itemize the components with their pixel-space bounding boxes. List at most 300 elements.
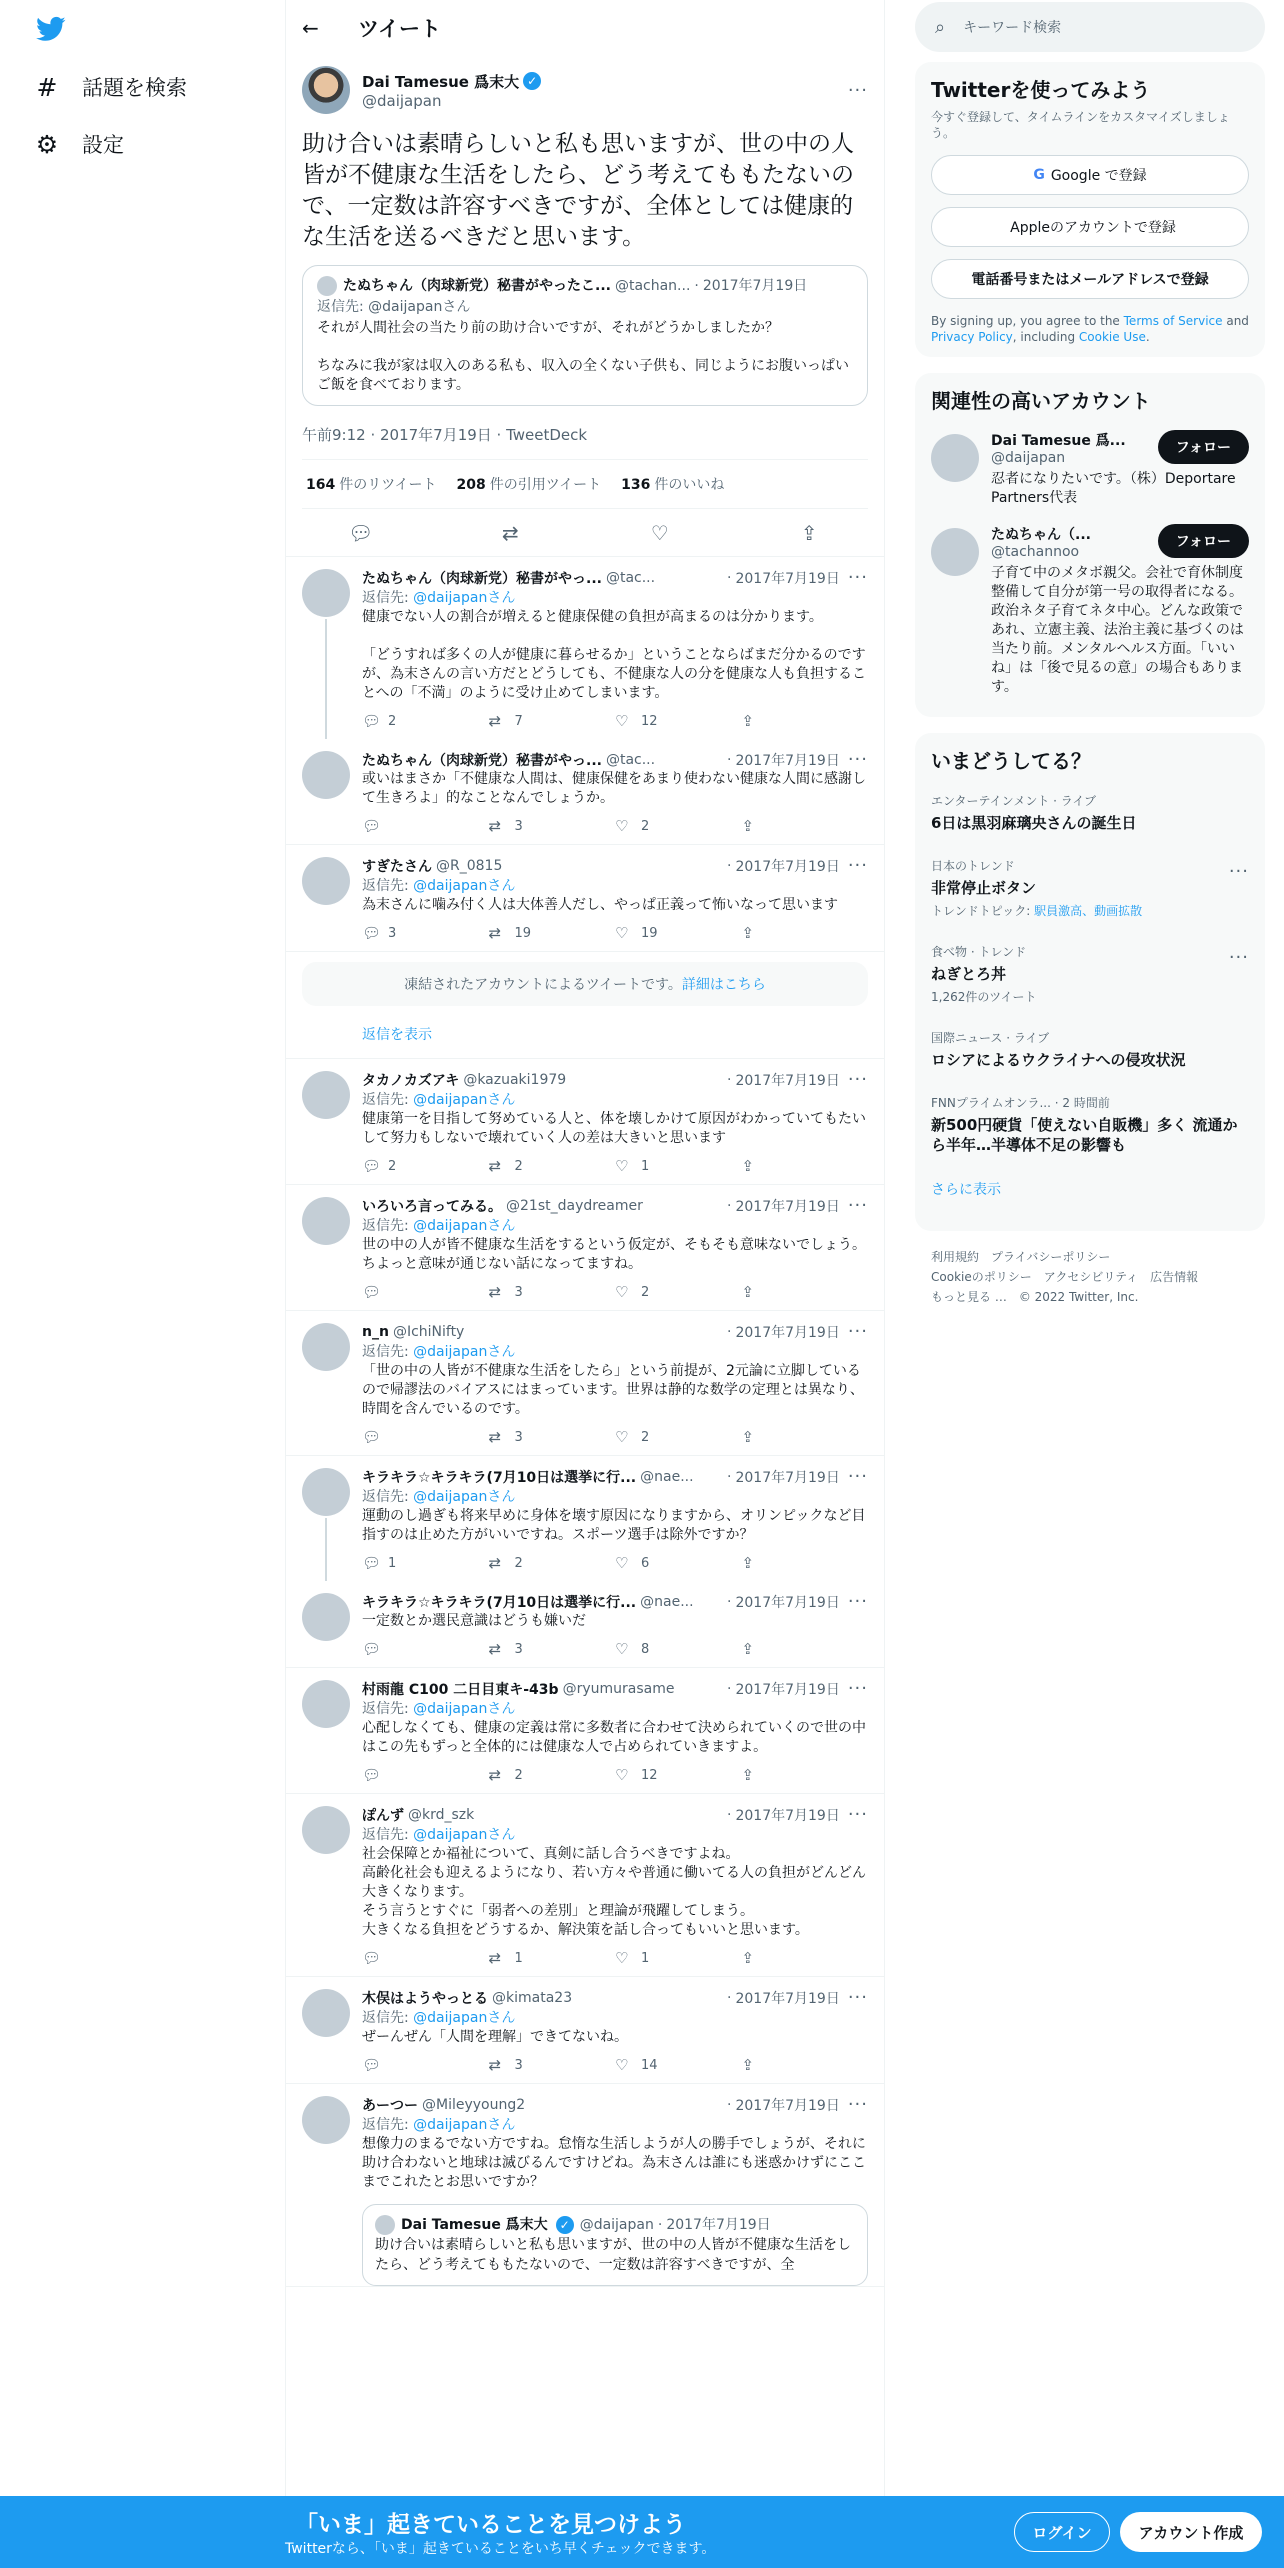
trend-sub-prefix: 1,262件のツイート — [931, 990, 1037, 1004]
trend-title[interactable]: 非常停止ボタン — [931, 879, 1037, 897]
like-icon[interactable]: ♡ — [615, 1554, 629, 1572]
more-options-icon[interactable]: ··· — [847, 1195, 868, 1216]
retweet-icon[interactable]: ⇄ — [488, 1554, 502, 1572]
reply-action-bar — [362, 703, 868, 739]
retweet-icon[interactable]: ⇄ — [488, 2056, 502, 2074]
related-account-handle[interactable]: @daijapan — [991, 450, 1066, 466]
like-count: 8 — [641, 1641, 650, 1657]
reply-action[interactable] — [362, 1949, 489, 1967]
reply-author-name[interactable]: 村雨龍 C100 二日目東キ-43b — [362, 1681, 559, 1698]
reply-action-bar — [362, 1148, 868, 1184]
retweet-action[interactable] — [489, 1283, 616, 1301]
show-more-link[interactable]: さらに表示 — [931, 1182, 1001, 1198]
share-icon[interactable]: ⇪ — [741, 1283, 755, 1301]
quote-avatar — [317, 276, 337, 296]
related-account-names — [991, 430, 1158, 466]
reply-icon[interactable]: 💬︎ — [348, 520, 374, 545]
reply-date[interactable]: 2017年7月19日 — [735, 1681, 840, 1698]
bottom-title: 「いま」起きていることを見つけよう — [295, 2512, 686, 2538]
share-action[interactable] — [742, 1640, 869, 1658]
separator: · — [694, 277, 699, 294]
related-accounts-panel — [915, 373, 1265, 717]
reply-author-name[interactable]: たぬちゃん（肉球新党）秘書がやっ... — [362, 570, 602, 587]
retweet-action[interactable] — [489, 924, 616, 942]
reply-text: 一定数とか選民意識はどうも嫌いだ — [362, 1613, 586, 1629]
trend-sub-link[interactable]: 駅員激高、動画拡散 — [1034, 904, 1143, 918]
reply-to-link[interactable]: @daijapanさん — [413, 1827, 516, 1843]
like-count[interactable]: 136 件のいいね — [621, 477, 725, 493]
retweet-count: 2 — [514, 1158, 523, 1174]
embed-avatar — [375, 2215, 395, 2235]
reply-tweet[interactable] — [286, 1456, 884, 1581]
reply-action[interactable] — [362, 1640, 489, 1658]
retweet-action[interactable] — [489, 2056, 616, 2074]
reply-count: 2 — [388, 1158, 397, 1174]
like-action[interactable] — [615, 1766, 742, 1784]
reply-text: 世の中の人が皆不健康な生活をするという仮定が、そもそも意味ないでしょう。 ちよっと意味が通じない話になってますね。 — [362, 1237, 866, 1272]
trend-item[interactable] — [931, 931, 1249, 1017]
show-replies-link[interactable]: 返信を表示 — [286, 1016, 884, 1059]
avatar[interactable] — [931, 528, 979, 576]
like-count: 1 — [641, 1158, 650, 1174]
more-options-icon[interactable]: ··· — [847, 1804, 868, 1825]
reply-date[interactable]: 2017年7月19日 — [735, 1807, 840, 1824]
retweet-action[interactable] — [489, 1640, 616, 1658]
reply-header — [362, 1321, 868, 1342]
reply-action[interactable] — [362, 1428, 489, 1446]
reply-author-handle[interactable]: @nae... — [640, 1468, 694, 1485]
footer-line-3[interactable]: もっと見る … © 2022 Twitter, Inc. — [931, 1290, 1139, 1304]
reply-author-handle[interactable]: @krd_szk — [408, 1806, 475, 1823]
avatar[interactable] — [302, 1197, 350, 1245]
like-icon[interactable]: ♡ — [615, 1766, 629, 1784]
more-options-icon[interactable]: ··· — [847, 1591, 868, 1612]
signup-button[interactable]: アカウント作成 — [1120, 2512, 1262, 2552]
share-icon[interactable]: ⇪ — [741, 1157, 755, 1175]
apple-signup-button[interactable]: Appleのアカウントで登録 — [931, 207, 1249, 247]
tweet-action-bar — [286, 509, 884, 557]
more-options-icon[interactable]: ··· — [847, 1069, 868, 1090]
thread-line — [325, 1518, 327, 1581]
retweet-count: 3 — [514, 1284, 523, 1300]
reply-date[interactable]: 2017年7月19日 — [735, 1324, 840, 1341]
reply-date[interactable]: 2017年7月19日 — [735, 1594, 840, 1611]
verified-badge-icon: ✓ — [556, 2216, 574, 2234]
reply-action-bar — [362, 1545, 868, 1581]
reply-tweet[interactable] — [286, 739, 884, 845]
login-button[interactable]: ログイン — [1014, 2512, 1110, 2552]
reply-to-link[interactable]: @daijapanさん — [413, 1218, 516, 1234]
separator: · — [727, 2096, 732, 2113]
reply-to-line — [362, 588, 868, 608]
avatar[interactable] — [302, 1989, 350, 2037]
separator: · — [727, 1197, 732, 1214]
trend-category: FNNプライムオンラ... · 2 時間前 — [931, 1096, 1110, 1110]
reply-date[interactable]: 2017年7月19日 — [735, 752, 840, 769]
like-action[interactable] — [615, 924, 742, 942]
embed-author-name: Dai Tamesue 爲末大 — [401, 2217, 548, 2233]
footer-line-1[interactable]: 利用規約 プライバシーポリシー — [931, 1250, 1111, 1264]
more-options-icon[interactable]: ··· — [847, 1678, 868, 1699]
reply-text: 社会保障とか福祉について、真剣に話し合うべきですよね。 高齢化社会も迎えるようになり、若い方々や普通に働いてる人の負担がどんどん大きくなります。 そう言うとすぐに「弱者への差別」と理論が飛躍してしまう。 大きくなる負担をどうするか、解決策を話し合ってもいいと思います。 — [362, 1846, 866, 1938]
main-header — [286, 0, 884, 55]
tweet-meta: 午前9:12 · 2017年7月19日 · TweetDeck — [302, 424, 868, 460]
reply-to-link[interactable]: @daijapanさん — [413, 1344, 516, 1360]
like-icon[interactable]: ♡ — [615, 2056, 629, 2074]
retweet-icon[interactable]: ⇄ — [501, 520, 519, 545]
reply-to-prefix: 返信先: — [362, 878, 414, 894]
reply-icon[interactable]: 💬︎ — [362, 1428, 382, 1446]
retweet-icon[interactable]: ⇄ — [488, 1428, 502, 1446]
reply-author-name[interactable]: ぽんず — [362, 1807, 404, 1824]
avatar[interactable] — [302, 751, 350, 799]
reply-author-handle[interactable]: @kazuaki1979 — [463, 1071, 567, 1088]
reply-to-line — [362, 2008, 868, 2028]
reply-to-link[interactable]: @daijapanさん — [413, 1489, 516, 1505]
follow-button[interactable]: フォロー — [1158, 430, 1249, 464]
retweet-action[interactable] — [489, 1766, 616, 1784]
reply-header — [362, 1195, 868, 1216]
share-icon[interactable]: ⇪ — [741, 2056, 755, 2074]
reply-tweet[interactable] — [286, 1977, 884, 2084]
reply-author-handle[interactable]: @tac... — [605, 569, 656, 586]
reply-text: 想像力のまるでない方ですね。怠惰な生活しようが人の勝手でしょうが、それに助け合わないと地球は滅びるんですけどね。為末さんは誰にも迷惑かけずにここまでこれたとお思いですか？ — [362, 2136, 866, 2190]
reply-author-name[interactable]: タカノカズアキ — [362, 1072, 460, 1089]
more-options-icon[interactable]: ··· — [847, 1466, 868, 1487]
related-account-name[interactable]: Dai Tamesue 爲... — [991, 433, 1126, 449]
avatar[interactable] — [302, 2096, 350, 2144]
reply-date[interactable]: 2017年7月19日 — [735, 1990, 840, 2007]
share-action[interactable] — [742, 1428, 869, 1446]
trends-panel — [915, 733, 1265, 1231]
avatar[interactable] — [931, 434, 979, 482]
retweet-icon[interactable]: ⇄ — [488, 1157, 502, 1175]
reply-author-handle[interactable]: @Mileyyoung2 — [422, 2096, 526, 2113]
separator: · — [727, 1806, 732, 1823]
more-options-icon[interactable]: ··· — [847, 749, 868, 770]
reply-author-handle[interactable]: @tac... — [605, 751, 656, 768]
reply-tweet[interactable] — [286, 1185, 884, 1311]
reply-action[interactable] — [362, 1554, 489, 1572]
avatar[interactable] — [302, 1680, 350, 1728]
retweet-action[interactable] — [489, 1157, 616, 1175]
like-count: 1 — [641, 1950, 650, 1966]
avatar[interactable] — [302, 66, 350, 114]
quote-replyto-prefix: 返信先: — [317, 299, 369, 315]
embed-date: 2017年7月19日 — [666, 2217, 771, 2233]
reply-author-name[interactable]: キラキラ☆キラキラ(7月10日は選挙に行... — [362, 1469, 637, 1486]
like-icon[interactable]: ♡ — [615, 817, 629, 835]
reply-tweet[interactable] — [286, 1794, 884, 1977]
retweet-action[interactable] — [489, 817, 616, 835]
reply-to-prefix: 返信先: — [362, 1218, 414, 1234]
reply-icon[interactable]: 💬︎ — [362, 1554, 382, 1572]
reply-author-handle[interactable]: @nae... — [640, 1593, 694, 1610]
phone-signup-button[interactable]: 電話番号またはメールアドレスで登録 — [931, 259, 1249, 299]
follow-button[interactable]: フォロー — [1158, 524, 1249, 558]
nav-explore-label: 話題を検索 — [82, 76, 187, 100]
quote-author-handle: @tachan... — [614, 277, 691, 294]
reply-icon[interactable]: 💬︎ — [362, 1766, 382, 1784]
separator: · — [727, 1071, 732, 1088]
related-title: 関連性の高いアカウント — [931, 389, 1151, 413]
embedded-tweet[interactable] — [362, 2204, 868, 2286]
reply-author-handle[interactable]: @kimata23 — [492, 1989, 573, 2006]
reply-to-link[interactable]: @daijapanさん — [413, 1092, 516, 1108]
retweet-action[interactable] — [489, 1554, 616, 1572]
reply-header — [362, 1591, 868, 1612]
reply-text: ぜーんぜん「人間を理解」できてないね。 — [362, 2029, 628, 2045]
terms-text: By signing up, you agree to the Terms of Service and Privacy Policy, including Cookie Use. — [931, 314, 1249, 344]
retweet-icon[interactable]: ⇄ — [488, 1283, 502, 1301]
reply-author-name[interactable]: あーつー — [362, 2097, 418, 2114]
share-action[interactable] — [742, 1949, 869, 1967]
reply-action[interactable] — [362, 712, 489, 730]
reply-to-link[interactable]: @daijapanさん — [413, 2010, 516, 2026]
reply-date[interactable]: 2017年7月19日 — [735, 1198, 840, 1215]
share-icon[interactable]: ⇪ — [741, 924, 755, 942]
like-icon[interactable]: ♡ — [615, 1157, 629, 1175]
footer-links — [915, 1231, 1265, 1323]
like-action[interactable] — [615, 1283, 742, 1301]
trend-item[interactable] — [931, 1082, 1249, 1167]
like-action[interactable] — [615, 1640, 742, 1658]
main-column — [285, 0, 885, 2568]
like-icon[interactable]: ♡ — [615, 712, 629, 730]
terms-link[interactable]: Terms of Service — [1123, 314, 1223, 328]
trend-title[interactable]: 新500円硬貨「使えない自販機」多く 流通から半年…半導体不足の影響も — [931, 1116, 1238, 1154]
related-account[interactable] — [931, 430, 1249, 508]
share-icon[interactable]: ⇪ — [741, 1640, 755, 1658]
reply-action[interactable] — [362, 817, 489, 835]
trend-sub-prefix: トレンドトピック: — [931, 904, 1035, 918]
retweet-action[interactable] — [489, 712, 616, 730]
back-arrow-icon[interactable]: ← — [302, 15, 319, 40]
reply-author-handle[interactable]: @ryumurasame — [562, 1680, 675, 1697]
avatar[interactable] — [302, 1323, 350, 1371]
reply-to-line — [362, 2115, 868, 2135]
trend-title[interactable]: ねぎとろ丼 — [931, 965, 1007, 983]
reply-icon[interactable]: 💬︎ — [362, 1640, 382, 1658]
like-icon[interactable]: ♡ — [650, 520, 669, 545]
share-icon[interactable]: ⇪ — [741, 1428, 755, 1446]
reply-date[interactable]: 2017年7月19日 — [735, 1072, 840, 1089]
share-icon[interactable]: ⇪ — [741, 817, 755, 835]
reply-author-name[interactable]: n_n — [362, 1323, 389, 1340]
related-account-handle[interactable]: @tachannoo — [991, 544, 1080, 560]
related-account[interactable] — [931, 524, 1249, 697]
google-signup-button[interactable]: G Google で登録 — [931, 155, 1249, 195]
trend-subtitle — [931, 988, 1249, 1005]
avatar[interactable] — [302, 569, 350, 617]
twitter-logo-icon[interactable] — [34, 14, 68, 44]
reply-tweet[interactable] — [286, 1059, 884, 1185]
reply-to-prefix: 返信先: — [362, 2117, 414, 2133]
reply-to-link[interactable]: @daijapanさん — [413, 590, 516, 606]
more-options-icon[interactable]: ··· — [847, 567, 868, 588]
frozen-details-link[interactable]: 詳細はこちら — [681, 977, 766, 993]
reply-to-link[interactable]: @daijapanさん — [413, 1701, 516, 1717]
reply-to-link[interactable]: @daijapanさん — [413, 878, 516, 894]
left-sidebar — [0, 0, 285, 2568]
retweet-count: 2 — [514, 1767, 523, 1783]
share-icon[interactable]: ⇪ — [741, 1554, 755, 1572]
share-icon[interactable]: ⇪ — [800, 520, 818, 545]
reply-icon[interactable]: 💬︎ — [362, 712, 382, 730]
trend-item[interactable] — [931, 1017, 1249, 1082]
like-action[interactable] — [615, 817, 742, 835]
author-handle[interactable]: @daijapan — [362, 91, 442, 110]
reply-author-handle[interactable]: @IchiNifty — [392, 1323, 465, 1340]
retweet-icon[interactable]: ⇄ — [488, 1640, 502, 1658]
reply-to-line — [362, 1487, 868, 1507]
separator: · — [727, 1680, 732, 1697]
reply-tweet[interactable] — [286, 845, 884, 952]
focal-tweet — [286, 55, 884, 509]
retweet-action[interactable] — [489, 1949, 616, 1967]
reply-icon[interactable]: 💬︎ — [362, 1949, 382, 1967]
reply-author-name[interactable]: キラキラ☆キラキラ(7月10日は選挙に行... — [362, 1594, 637, 1611]
reply-tweet[interactable] — [286, 1668, 884, 1794]
reply-action[interactable] — [362, 1283, 489, 1301]
separator: · — [727, 751, 732, 768]
retweet-icon[interactable]: ⇄ — [488, 1949, 502, 1967]
author-name[interactable]: Dai Tamesue 爲末大 — [362, 72, 520, 91]
reply-author-handle[interactable]: @21st_daydreamer — [506, 1197, 643, 1214]
share-icon[interactable]: ⇪ — [741, 712, 755, 730]
like-count: 6 — [641, 1555, 650, 1571]
like-action[interactable] — [615, 1554, 742, 1572]
reply-date[interactable]: 2017年7月19日 — [735, 570, 840, 587]
more-options-icon[interactable]: ··· — [1228, 861, 1249, 882]
avatar[interactable] — [302, 1071, 350, 1119]
more-options-icon[interactable]: ··· — [847, 1321, 868, 1342]
avatar[interactable] — [302, 1806, 350, 1854]
trend-title[interactable]: ロシアによるウクライナへの侵攻状況 — [931, 1051, 1186, 1069]
reply-icon[interactable]: 💬︎ — [362, 817, 382, 835]
reply-to-prefix: 返信先: — [362, 1489, 414, 1505]
reply-tweet[interactable] — [286, 1311, 884, 1456]
reply-action[interactable] — [362, 1157, 489, 1175]
separator: · — [727, 857, 732, 874]
share-action[interactable] — [742, 1283, 869, 1301]
quote-text: それが人間社会の当たり前の助け合いですが、それがどうかしましたか？ ちなみに我が家は収入のある私も、収入の全くない子供も、同じようにお腹いっぱいご飯を食べております。 — [317, 320, 849, 393]
more-options-icon[interactable]: ··· — [847, 1987, 868, 2008]
hashtag-icon: # — [36, 72, 58, 102]
footer-line-2[interactable]: Cookieのポリシー アクセシビリティ 広告情報 — [931, 1270, 1199, 1284]
share-action[interactable] — [742, 1554, 869, 1572]
share-action[interactable] — [742, 712, 869, 730]
share-icon[interactable]: ⇪ — [741, 1766, 755, 1784]
reply-icon[interactable]: 💬︎ — [362, 1157, 382, 1175]
related-account-top — [991, 524, 1249, 560]
nav-settings[interactable] — [34, 124, 124, 164]
like-action[interactable] — [615, 1949, 742, 1967]
like-action[interactable] — [615, 712, 742, 730]
like-icon[interactable]: ♡ — [615, 1640, 629, 1658]
trend-item[interactable] — [931, 845, 1249, 931]
avatar[interactable] — [302, 857, 350, 905]
like-icon[interactable]: ♡ — [615, 1949, 629, 1967]
cookie-link[interactable]: Cookie Use — [1078, 330, 1146, 344]
reply-author-name[interactable]: いろいろ言ってみる。 — [362, 1198, 502, 1215]
retweet-count[interactable]: 164 件のリツイート — [306, 477, 437, 493]
like-count: 12 — [641, 713, 658, 729]
retweet-icon[interactable]: ⇄ — [488, 1766, 502, 1784]
share-action[interactable] — [742, 1157, 869, 1175]
reply-icon[interactable]: 💬︎ — [362, 924, 382, 942]
like-icon[interactable]: ♡ — [615, 1283, 629, 1301]
reply-to-link[interactable]: @daijapanさん — [413, 2117, 516, 2133]
trend-item[interactable] — [931, 780, 1249, 845]
quoted-tweet[interactable] — [302, 265, 868, 406]
embed-author-handle: @daijapan — [579, 2217, 654, 2233]
more-options-icon[interactable]: ··· — [847, 2094, 868, 2115]
share-action[interactable] — [742, 924, 869, 942]
retweet-icon[interactable]: ⇄ — [488, 712, 502, 730]
share-action[interactable] — [742, 817, 869, 835]
reply-author-name[interactable]: たぬちゃん（肉球新党）秘書がやっ... — [362, 752, 602, 769]
like-action[interactable] — [615, 2056, 742, 2074]
reply-author-name[interactable]: すぎたさん — [362, 858, 432, 875]
bottom-subtitle: Twitterなら、「いま」起きていることをいち早くチェックできます。 — [285, 2541, 716, 2557]
like-icon[interactable]: ♡ — [615, 1428, 629, 1446]
trend-title[interactable]: 6日は黒羽麻璃央さんの誕生日 — [931, 814, 1137, 832]
reply-date[interactable]: 2017年7月19日 — [735, 2097, 840, 2114]
more-options-icon[interactable]: ··· — [1228, 947, 1249, 968]
reply-tweet[interactable] — [286, 2084, 884, 2287]
avatar[interactable] — [302, 1468, 350, 1516]
more-options-icon[interactable]: ··· — [847, 855, 868, 876]
reply-date[interactable]: 2017年7月19日 — [735, 1469, 840, 1486]
trend-category: 食べ物 · トレンド — [931, 945, 1027, 959]
right-column — [915, 0, 1265, 1323]
reply-action[interactable] — [362, 2056, 489, 2074]
reply-tweet[interactable] — [286, 1581, 884, 1668]
like-action[interactable] — [615, 1428, 742, 1446]
related-account-name[interactable]: たぬちゃん（... — [991, 527, 1091, 543]
nav-explore[interactable] — [34, 67, 187, 107]
avatar[interactable] — [302, 1593, 350, 1641]
quote-count[interactable]: 208 件の引用ツイート — [456, 477, 602, 493]
reply-icon[interactable]: 💬︎ — [362, 2056, 382, 2074]
reply-text: 運動のし過ぎも将来早めに身体を壊す原因になりますから、オリンピックなど目指すのは止めた方がいいですね。スポーツ選手は除外ですか？ — [362, 1508, 866, 1543]
reply-author-name[interactable]: 木俣はようやっとる — [362, 1990, 488, 2007]
search-input[interactable] — [915, 2, 1265, 52]
reply-to-line — [362, 876, 868, 896]
reply-date[interactable]: 2017年7月19日 — [735, 858, 840, 875]
retweet-icon[interactable]: ⇄ — [488, 924, 502, 942]
reply-tweet[interactable] — [286, 557, 884, 739]
like-action[interactable] — [615, 1157, 742, 1175]
retweet-icon[interactable]: ⇄ — [488, 817, 502, 835]
reply-icon[interactable]: 💬︎ — [362, 1283, 382, 1301]
reply-action-bar — [362, 915, 868, 951]
reply-author-handle[interactable]: @R_0815 — [436, 857, 503, 874]
share-action[interactable] — [742, 2056, 869, 2074]
share-action[interactable] — [742, 1766, 869, 1784]
reply-action[interactable] — [362, 1766, 489, 1784]
like-icon[interactable]: ♡ — [615, 924, 629, 942]
privacy-link[interactable]: Privacy Policy — [931, 330, 1013, 344]
reply-count: 2 — [388, 713, 397, 729]
retweet-action[interactable] — [489, 1428, 616, 1446]
more-options-icon[interactable]: ··· — [847, 79, 868, 101]
reply-action[interactable] — [362, 924, 489, 942]
reply-to-prefix: 返信先: — [362, 1092, 414, 1108]
share-icon[interactable]: ⇪ — [741, 1949, 755, 1967]
retweet-count: 19 — [514, 925, 532, 941]
